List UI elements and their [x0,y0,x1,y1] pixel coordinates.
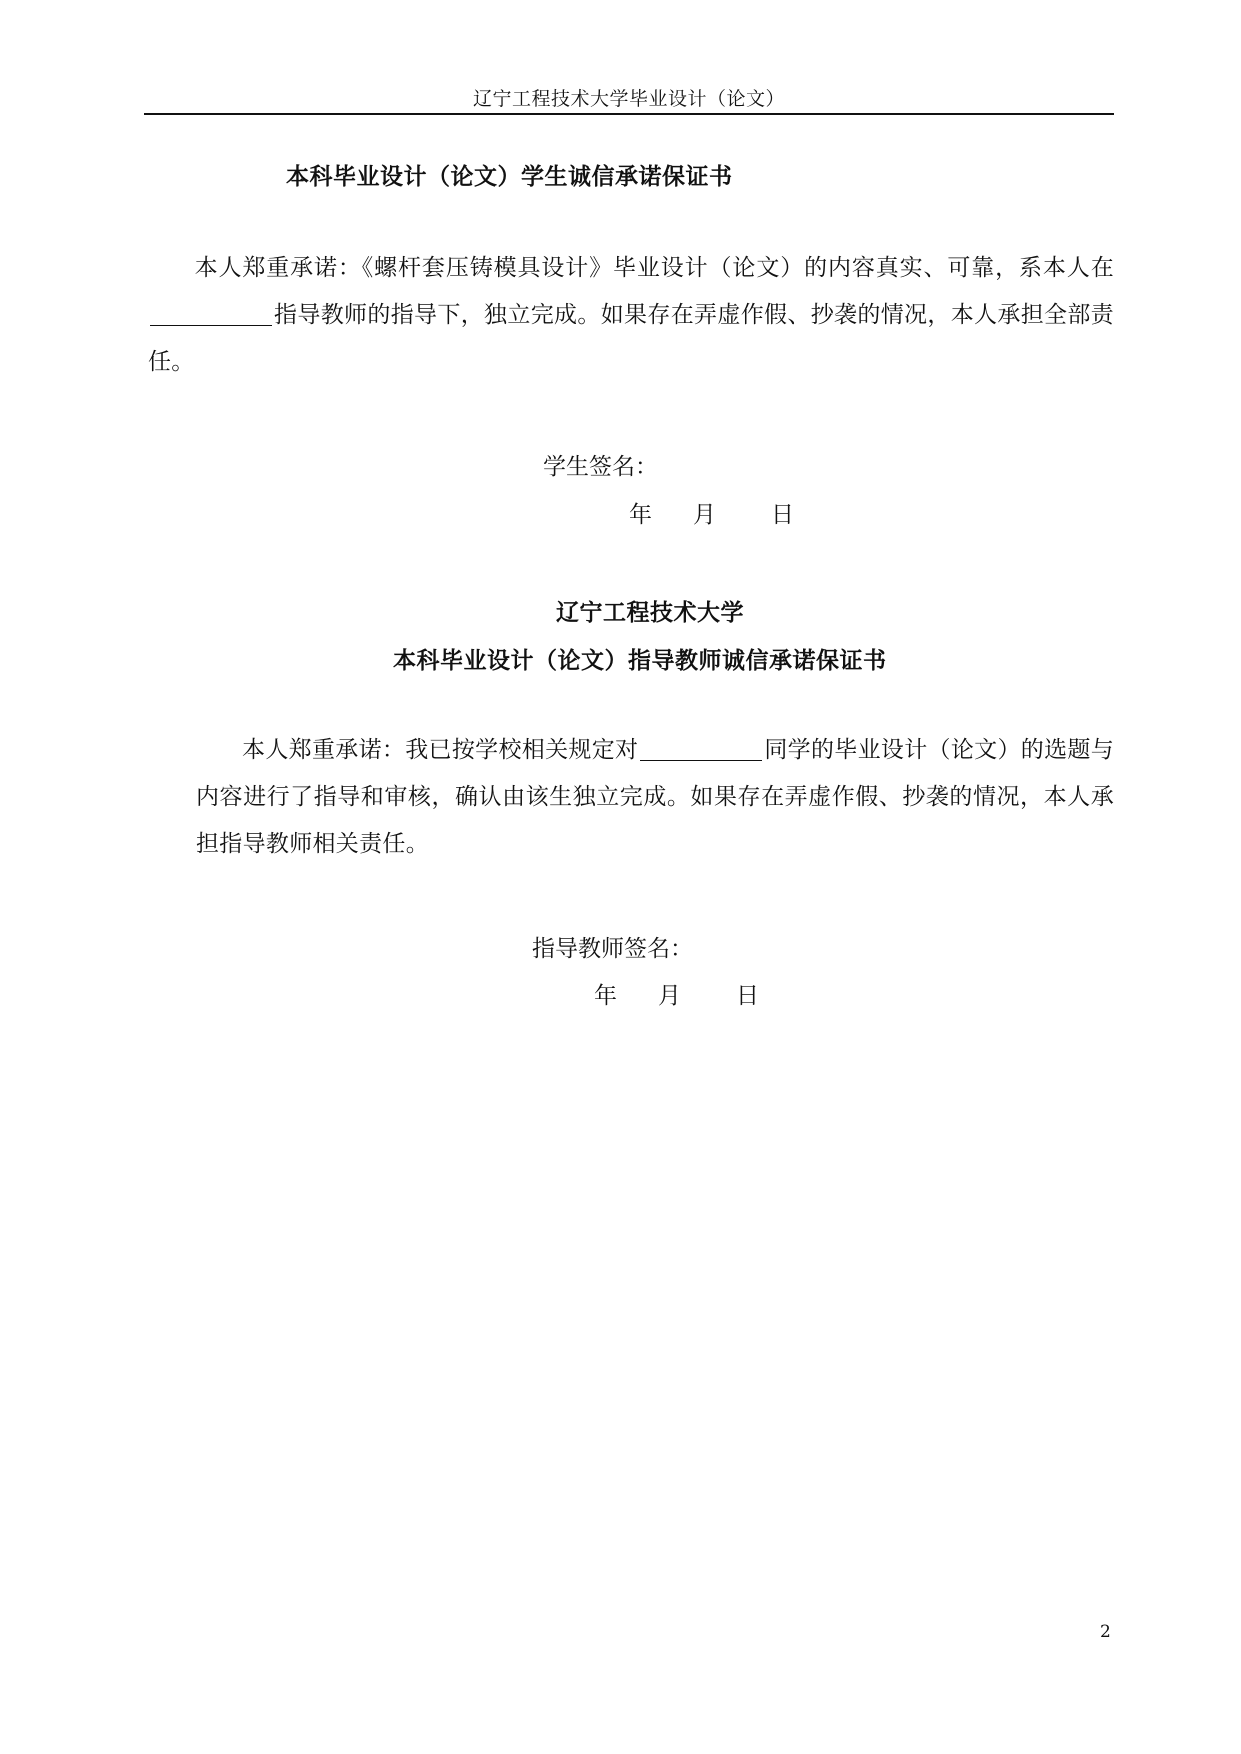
student-date-line [629,496,794,529]
date-day-label: 日 [736,983,759,1009]
student-pledge-text-1: 本人郑重承诺：《螺杆套压铸模具设计》毕业设计（论文）的内容真实、可靠，系本人在 [194,255,1114,281]
date-day-label: 日 [771,502,794,528]
advisor-name-blank [150,299,272,326]
advisor-pledge-text-1: 本人郑重承诺：我已按学校相关规定对 [242,737,639,763]
running-header: 辽宁工程技术大学毕业设计（论文） [472,88,785,110]
advisor-signature-label: 指导教师签名： [532,936,693,962]
university-name: 辽宁工程技术大学 [556,599,744,626]
student-pledge-text-2: 指导教师的指导下，独立完成。如果存在弄虚作假、抄袭的情况，本人承担全部责任。 [148,302,1114,375]
advisor-pledge-title: 本科毕业设计（论文）指导教师诚信承诺保证书 [393,647,887,674]
student-pledge-title: 本科毕业设计（论文）学生诚信承诺保证书 [286,163,733,190]
student-pledge-body [148,245,1114,386]
student-signature-label: 学生签名： [543,454,658,480]
page-number: 2 [1100,1622,1111,1642]
advisor-pledge-text-2: 同学的毕业设计（论文）的选题与内容进行了指导和审核，确认由该生独立完成。如果存在弄虚作假、抄袭的情况，本人承担指导教师相关责任。 [196,737,1115,857]
header-rule [144,113,1114,115]
date-month-label: 月 [693,502,716,528]
advisor-pledge-body [196,727,1114,868]
date-year-label: 年 [594,983,617,1009]
date-year-label: 年 [629,502,652,528]
date-month-label: 月 [658,983,681,1009]
advisor-date-line [594,977,759,1010]
student-name-blank [640,734,762,761]
